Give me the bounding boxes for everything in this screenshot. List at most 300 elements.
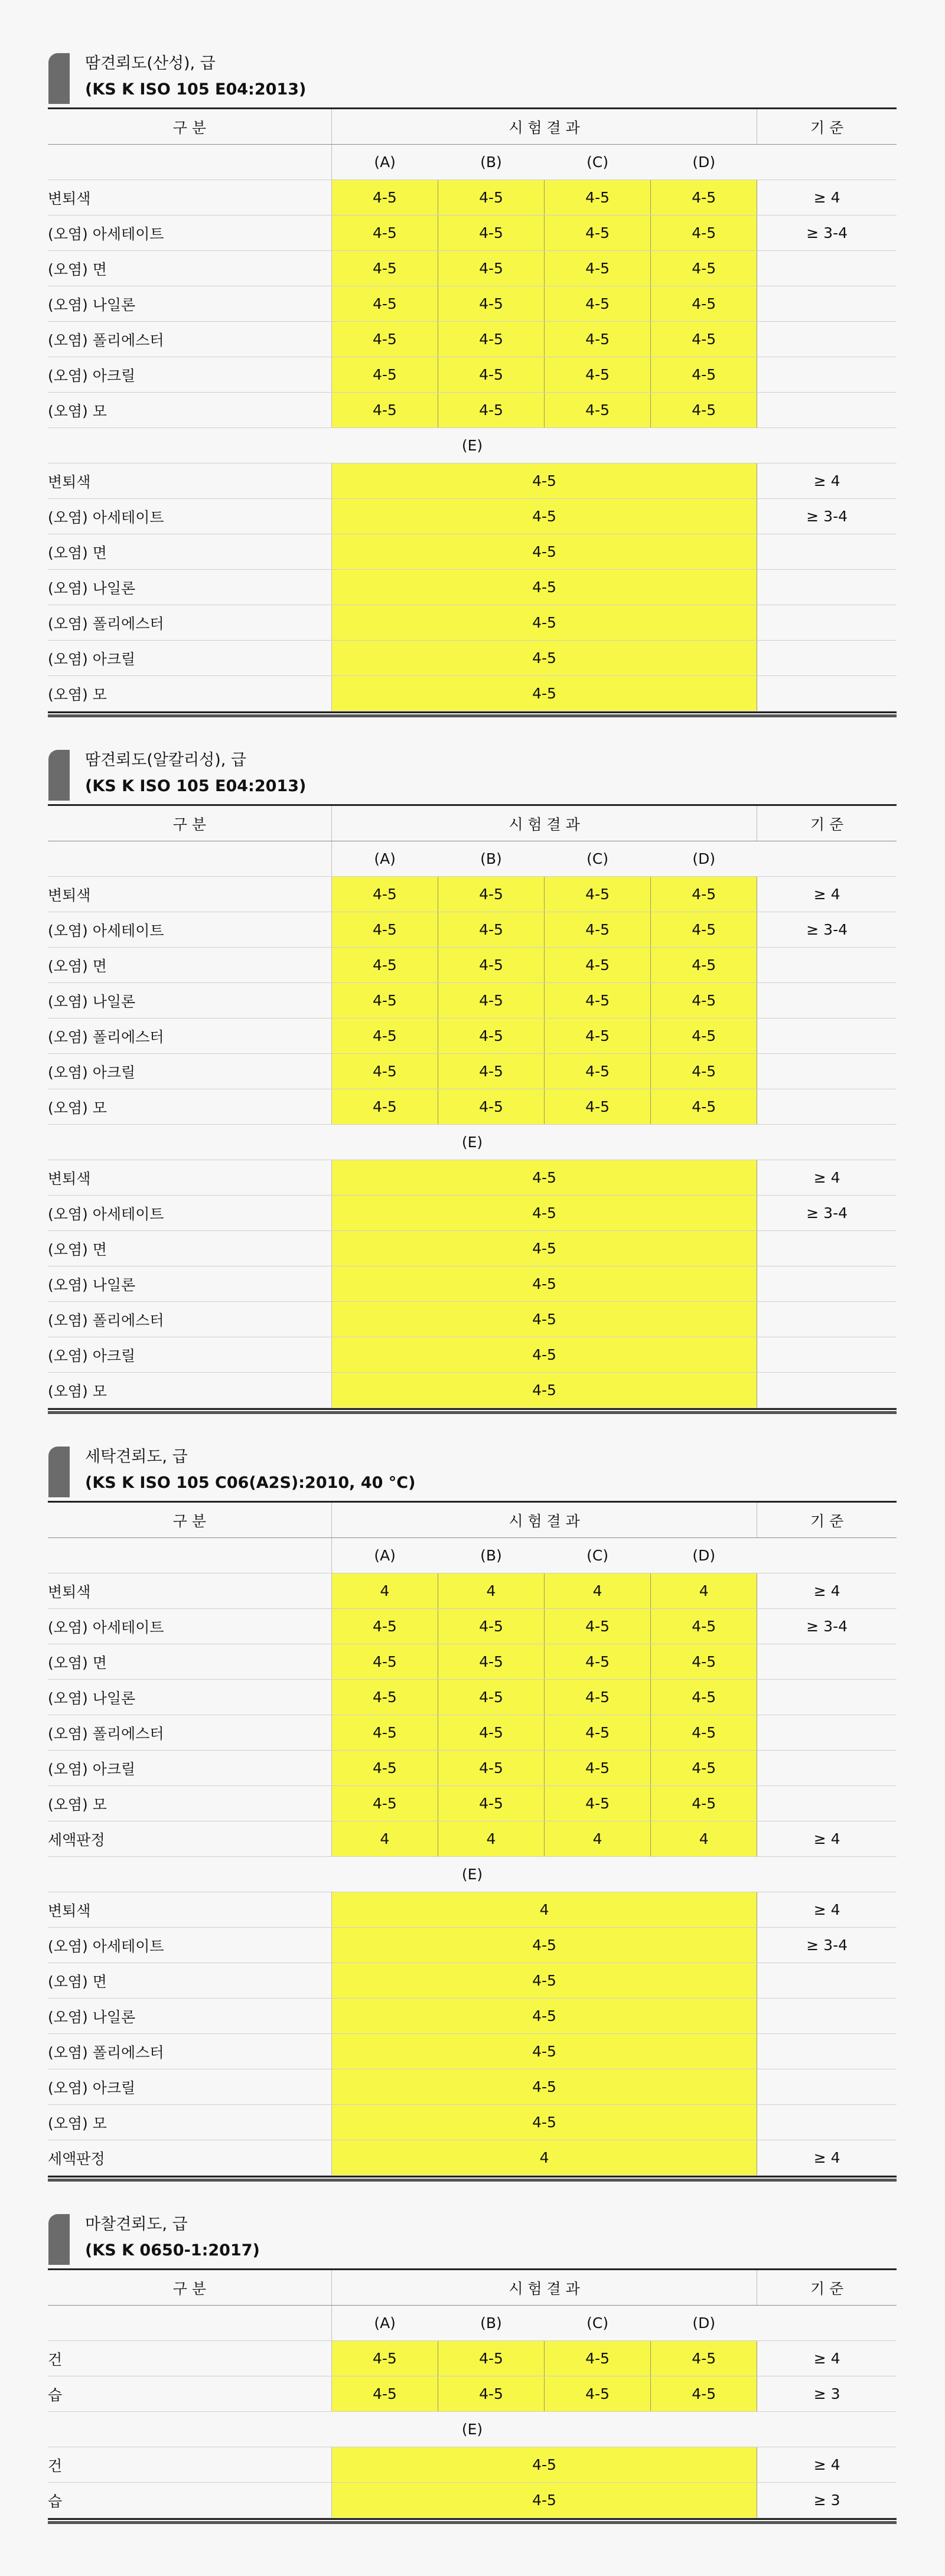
table-row — [48, 2034, 897, 2069]
blank-cell — [48, 841, 331, 877]
sample-header: (C) — [545, 2306, 651, 2341]
grade-cell: 4-5 — [438, 2376, 544, 2412]
blank-cell — [757, 841, 897, 877]
row-label: 변퇴색 — [48, 463, 331, 499]
header-result: 시 험 결 과 — [331, 2270, 757, 2306]
grade-cell: 4-5 — [545, 322, 651, 357]
row-label: (오염) 면 — [48, 1231, 331, 1266]
fastness-section — [0, 738, 945, 1414]
grade-cell: 4 — [331, 1821, 438, 1857]
grade-cell: 4-5 — [651, 1018, 757, 1054]
grade-cell: 4-5 — [438, 251, 544, 286]
table-header-row — [48, 1502, 897, 1538]
blank-cell — [48, 145, 331, 180]
standard-cell: ≥ 4 — [757, 1892, 897, 1928]
grade-cell: 4 — [331, 1892, 757, 1928]
grade-cell: 4-5 — [331, 1018, 438, 1054]
standard-cell — [757, 948, 897, 983]
standard-cell — [757, 676, 897, 711]
grade-cell: 4-5 — [651, 251, 757, 286]
sample-header: (A) — [331, 841, 438, 877]
grade-cell: 4-5 — [331, 1928, 757, 1963]
table-row — [48, 1786, 897, 1821]
table-row — [48, 463, 897, 499]
section-divider — [48, 1408, 897, 1414]
table-row — [48, 912, 897, 948]
grade-cell: 4-5 — [331, 1337, 757, 1373]
grade-cell: 4-5 — [651, 1054, 757, 1089]
grade-cell: 4 — [545, 1573, 651, 1609]
combined-sample-label: (E) — [48, 1857, 897, 1892]
standard-cell — [757, 570, 897, 605]
section-marker-bar — [48, 750, 70, 801]
section-header — [0, 41, 945, 107]
standard-cell: ≥ 4 — [757, 1821, 897, 1857]
row-label: (오염) 나일론 — [48, 1680, 331, 1715]
grade-cell: 4-5 — [331, 1373, 757, 1408]
fastness-section — [0, 2202, 945, 2524]
row-label: (오염) 아크릴 — [48, 2069, 331, 2105]
standard-cell: ≥ 4 — [757, 2447, 897, 2483]
grade-cell: 4-5 — [331, 1644, 438, 1680]
grade-cell: 4-5 — [545, 1680, 651, 1715]
grade-cell: 4-5 — [331, 286, 438, 322]
grade-cell: 4-5 — [331, 499, 757, 534]
grade-cell: 4-5 — [438, 180, 544, 216]
grade-cell: 4 — [545, 1821, 651, 1857]
grade-cell: 4-5 — [331, 1715, 438, 1751]
grade-cell: 4-5 — [545, 877, 651, 912]
grade-cell: 4-5 — [651, 216, 757, 251]
row-label: 세액판정 — [48, 2140, 331, 2176]
grade-cell: 4-5 — [651, 1715, 757, 1751]
table-row — [48, 216, 897, 251]
grade-cell: 4-5 — [331, 1196, 757, 1231]
section-header — [0, 738, 945, 804]
grade-cell: 4-5 — [438, 1089, 544, 1125]
row-label: (오염) 면 — [48, 534, 331, 570]
grade-cell: 4-5 — [545, 1089, 651, 1125]
blank-cell — [757, 1538, 897, 1573]
standard-cell — [757, 1751, 897, 1786]
grade-cell: 4-5 — [545, 1715, 651, 1751]
table-row — [48, 251, 897, 286]
table-row — [48, 2376, 897, 2412]
grade-cell: 4-5 — [545, 1786, 651, 1821]
table-header-row — [48, 2270, 897, 2306]
row-label: (오염) 면 — [48, 1963, 331, 1999]
grade-cell: 4-5 — [331, 2034, 757, 2069]
header-label: 구 분 — [48, 2270, 331, 2306]
row-label: 변퇴색 — [48, 1160, 331, 1196]
grade-cell: 4-5 — [331, 912, 438, 948]
grade-cell: 4-5 — [651, 2376, 757, 2412]
grade-cell: 4-5 — [331, 322, 438, 357]
standard-cell — [757, 641, 897, 676]
section-divider — [48, 2176, 897, 2182]
row-label: 건 — [48, 2341, 331, 2376]
section-header — [0, 2202, 945, 2268]
grade-cell: 4-5 — [438, 1644, 544, 1680]
grade-cell: 4 — [438, 1573, 544, 1609]
table-row — [48, 1231, 897, 1266]
sample-header: (D) — [651, 145, 757, 180]
row-label: (오염) 아세테이트 — [48, 1928, 331, 1963]
grade-cell: 4-5 — [651, 1609, 757, 1644]
sample-header-row — [48, 2306, 897, 2341]
table-header-row — [48, 109, 897, 145]
header-standard: 기 준 — [757, 805, 897, 841]
grade-cell: 4-5 — [651, 948, 757, 983]
table-row — [48, 1573, 897, 1609]
grade-cell: 4-5 — [331, 180, 438, 216]
combined-sample-row — [48, 1857, 897, 1892]
blank-cell — [757, 2306, 897, 2341]
row-label: (오염) 면 — [48, 948, 331, 983]
table-row — [48, 1373, 897, 1408]
grade-cell: 4-5 — [331, 2447, 757, 2483]
standard-cell: ≥ 4 — [757, 463, 897, 499]
standard-cell — [757, 983, 897, 1018]
grade-cell: 4-5 — [545, 357, 651, 393]
grade-cell: 4-5 — [331, 948, 438, 983]
row-label: (오염) 나일론 — [48, 570, 331, 605]
grade-cell: 4-5 — [651, 1751, 757, 1786]
grade-cell: 4-5 — [331, 570, 757, 605]
table-row — [48, 1928, 897, 1963]
standard-cell: ≥ 3-4 — [757, 1609, 897, 1644]
header-result: 시 험 결 과 — [331, 805, 757, 841]
table-row — [48, 393, 897, 428]
grade-cell: 4-5 — [438, 393, 544, 428]
row-label: (오염) 폴리에스터 — [48, 1715, 331, 1751]
table-row — [48, 1715, 897, 1751]
grade-cell: 4-5 — [545, 1054, 651, 1089]
row-label: 변퇴색 — [48, 1892, 331, 1928]
row-label: (오염) 폴리에스터 — [48, 1018, 331, 1054]
standard-cell — [757, 1337, 897, 1373]
standard-cell: ≥ 3 — [757, 2483, 897, 2518]
grade-cell: 4-5 — [331, 983, 438, 1018]
standard-cell: ≥ 3-4 — [757, 912, 897, 948]
grade-cell: 4-5 — [438, 983, 544, 1018]
table-row — [48, 180, 897, 216]
standard-cell: ≥ 3 — [757, 2376, 897, 2412]
results-table — [48, 804, 897, 1408]
sample-header: (C) — [545, 1538, 651, 1573]
grade-cell: 4-5 — [438, 286, 544, 322]
header-label: 구 분 — [48, 805, 331, 841]
grade-cell: 4-5 — [331, 1160, 757, 1196]
combined-sample-label: (E) — [48, 428, 897, 463]
sample-header-row — [48, 841, 897, 877]
standard-cell — [757, 2069, 897, 2105]
sample-header: (D) — [651, 1538, 757, 1573]
header-standard: 기 준 — [757, 1502, 897, 1538]
standard-cell — [757, 1644, 897, 1680]
row-label: (오염) 폴리에스터 — [48, 2034, 331, 2069]
grade-cell: 4-5 — [651, 393, 757, 428]
grade-cell: 4-5 — [331, 2376, 438, 2412]
grade-cell: 4-5 — [331, 1266, 757, 1302]
table-row — [48, 2140, 897, 2176]
header-standard: 기 준 — [757, 109, 897, 145]
grade-cell: 4-5 — [438, 1786, 544, 1821]
grade-cell: 4-5 — [545, 912, 651, 948]
row-label: (오염) 모 — [48, 1786, 331, 1821]
standard-cell — [757, 357, 897, 393]
grade-cell: 4-5 — [438, 877, 544, 912]
blank-cell — [757, 145, 897, 180]
standard-cell: ≥ 4 — [757, 1573, 897, 1609]
table-row — [48, 1054, 897, 1089]
grade-cell: 4-5 — [331, 357, 438, 393]
standard-cell — [757, 2105, 897, 2140]
header-result: 시 험 결 과 — [331, 109, 757, 145]
grade-cell: 4-5 — [545, 180, 651, 216]
standard-cell: ≥ 4 — [757, 2140, 897, 2176]
header-result: 시 험 결 과 — [331, 1502, 757, 1538]
section-header — [0, 1435, 945, 1501]
section-standard: (KS K ISO 105 E04:2013) — [85, 777, 307, 795]
row-label: 변퇴색 — [48, 180, 331, 216]
grade-cell: 4-5 — [545, 983, 651, 1018]
row-label: 습 — [48, 2376, 331, 2412]
grade-cell: 4-5 — [651, 322, 757, 357]
grade-cell: 4-5 — [331, 1609, 438, 1644]
grade-cell: 4-5 — [651, 357, 757, 393]
standard-cell: ≥ 4 — [757, 1160, 897, 1196]
grade-cell: 4-5 — [651, 1644, 757, 1680]
combined-sample-row — [48, 2412, 897, 2447]
grade-cell: 4-5 — [651, 983, 757, 1018]
grade-cell: 4-5 — [651, 1089, 757, 1125]
row-label: (오염) 아세테이트 — [48, 1196, 331, 1231]
grade-cell: 4-5 — [331, 463, 757, 499]
combined-sample-row — [48, 1125, 897, 1160]
row-label: (오염) 아세테이트 — [48, 1609, 331, 1644]
table-row — [48, 1266, 897, 1302]
standard-cell — [757, 1715, 897, 1751]
grade-cell: 4-5 — [651, 1786, 757, 1821]
table-row — [48, 2069, 897, 2105]
sample-header: (B) — [438, 145, 544, 180]
standard-cell — [757, 1089, 897, 1125]
row-label: (오염) 모 — [48, 393, 331, 428]
grade-cell: 4-5 — [438, 357, 544, 393]
sample-header-row — [48, 1538, 897, 1573]
section-divider — [48, 711, 897, 717]
results-table — [48, 2268, 897, 2518]
row-label: (오염) 모 — [48, 2105, 331, 2140]
results-table — [48, 1501, 897, 2176]
grade-cell: 4-5 — [331, 1680, 438, 1715]
grade-cell: 4-5 — [438, 2341, 544, 2376]
header-label: 구 분 — [48, 109, 331, 145]
grade-cell: 4 — [651, 1573, 757, 1609]
table-row — [48, 1196, 897, 1231]
combined-sample-row — [48, 428, 897, 463]
standard-cell — [757, 1231, 897, 1266]
row-label: (오염) 아크릴 — [48, 357, 331, 393]
standard-cell: ≥ 4 — [757, 877, 897, 912]
combined-sample-label: (E) — [48, 2412, 897, 2447]
grade-cell: 4-5 — [331, 2105, 757, 2140]
row-label: (오염) 나일론 — [48, 1999, 331, 2034]
grade-cell: 4-5 — [331, 2341, 438, 2376]
grade-cell: 4-5 — [438, 948, 544, 983]
section-marker-bar — [48, 1447, 70, 1497]
standard-cell — [757, 605, 897, 641]
grade-cell: 4 — [438, 1821, 544, 1857]
row-label: (오염) 아크릴 — [48, 1751, 331, 1786]
results-table — [48, 107, 897, 711]
grade-cell: 4-5 — [545, 393, 651, 428]
grade-cell: 4-5 — [651, 286, 757, 322]
table-row — [48, 357, 897, 393]
table-row — [48, 286, 897, 322]
grade-cell: 4-5 — [545, 2341, 651, 2376]
grade-cell: 4-5 — [331, 1786, 438, 1821]
standard-cell — [757, 286, 897, 322]
standard-cell: ≥ 4 — [757, 2341, 897, 2376]
standard-cell — [757, 1999, 897, 2034]
grade-cell: 4-5 — [438, 216, 544, 251]
table-row — [48, 570, 897, 605]
table-row — [48, 948, 897, 983]
section-divider — [48, 2518, 897, 2524]
sample-header: (B) — [438, 1538, 544, 1573]
grade-cell: 4-5 — [331, 251, 438, 286]
grade-cell: 4 — [331, 2140, 757, 2176]
sample-header: (A) — [331, 145, 438, 180]
table-header-row — [48, 805, 897, 841]
table-row — [48, 1302, 897, 1337]
table-row — [48, 641, 897, 676]
section-title: 세탁견뢰도, 급 — [85, 1448, 188, 1466]
row-label: (오염) 나일론 — [48, 286, 331, 322]
section-standard: (KS K 0650-1:2017) — [85, 2241, 260, 2260]
table-row — [48, 1089, 897, 1125]
grade-cell: 4-5 — [438, 912, 544, 948]
table-row — [48, 1892, 897, 1928]
grade-cell: 4-5 — [331, 2069, 757, 2105]
row-label: (오염) 나일론 — [48, 983, 331, 1018]
row-label: (오염) 면 — [48, 251, 331, 286]
grade-cell: 4-5 — [651, 2341, 757, 2376]
standard-cell — [757, 1054, 897, 1089]
sample-header: (A) — [331, 1538, 438, 1573]
grade-cell: 4-5 — [331, 1751, 438, 1786]
standard-cell — [757, 534, 897, 570]
row-label: (오염) 아세테이트 — [48, 912, 331, 948]
sample-header: (B) — [438, 2306, 544, 2341]
grade-cell: 4-5 — [651, 877, 757, 912]
grade-cell: 4-5 — [331, 605, 757, 641]
section-standard: (KS K ISO 105 E04:2013) — [85, 80, 307, 99]
row-label: (오염) 아크릴 — [48, 1054, 331, 1089]
standard-cell — [757, 1786, 897, 1821]
grade-cell: 4 — [651, 1821, 757, 1857]
table-row — [48, 1963, 897, 1999]
sample-header-row — [48, 145, 897, 180]
standard-cell: ≥ 3-4 — [757, 1928, 897, 1963]
combined-sample-label: (E) — [48, 1125, 897, 1160]
standard-cell — [757, 393, 897, 428]
standard-cell — [757, 1266, 897, 1302]
grade-cell: 4-5 — [438, 1715, 544, 1751]
table-row — [48, 983, 897, 1018]
sample-header: (D) — [651, 841, 757, 877]
table-row — [48, 1999, 897, 2034]
table-row — [48, 676, 897, 711]
row-label: (오염) 나일론 — [48, 1266, 331, 1302]
grade-cell: 4-5 — [331, 1231, 757, 1266]
grade-cell: 4-5 — [438, 1680, 544, 1715]
standard-cell — [757, 1963, 897, 1999]
grade-cell: 4-5 — [331, 1999, 757, 2034]
grade-cell: 4-5 — [545, 1609, 651, 1644]
row-label: (오염) 아크릴 — [48, 641, 331, 676]
sample-header: (D) — [651, 2306, 757, 2341]
header-label: 구 분 — [48, 1502, 331, 1538]
sample-header: (C) — [545, 145, 651, 180]
row-label: (오염) 아세테이트 — [48, 499, 331, 534]
grade-cell: 4-5 — [331, 393, 438, 428]
grade-cell: 4-5 — [438, 1054, 544, 1089]
row-label: 변퇴색 — [48, 877, 331, 912]
table-row — [48, 499, 897, 534]
section-title: 땀견뢰도(알칼리성), 급 — [85, 751, 246, 769]
table-row — [48, 2447, 897, 2483]
table-row — [48, 1680, 897, 1715]
grade-cell: 4-5 — [545, 1644, 651, 1680]
grade-cell: 4-5 — [545, 251, 651, 286]
section-title: 땀견뢰도(산성), 급 — [85, 54, 216, 73]
grade-cell: 4-5 — [438, 322, 544, 357]
grade-cell: 4-5 — [331, 216, 438, 251]
grade-cell: 4-5 — [545, 286, 651, 322]
table-row — [48, 1160, 897, 1196]
grade-cell: 4-5 — [545, 2376, 651, 2412]
grade-cell: 4 — [331, 1573, 438, 1609]
sample-header: (B) — [438, 841, 544, 877]
standard-cell — [757, 1018, 897, 1054]
grade-cell: 4-5 — [545, 1751, 651, 1786]
blank-cell — [48, 2306, 331, 2341]
grade-cell: 4-5 — [331, 1089, 438, 1125]
row-label: (오염) 폴리에스터 — [48, 605, 331, 641]
grade-cell: 4-5 — [438, 1751, 544, 1786]
grade-cell: 4-5 — [331, 676, 757, 711]
grade-cell: 4-5 — [651, 1680, 757, 1715]
standard-cell — [757, 322, 897, 357]
table-row — [48, 1821, 897, 1857]
section-title: 마찰견뢰도, 급 — [85, 2215, 188, 2234]
section-marker-bar — [48, 53, 70, 104]
table-row — [48, 2341, 897, 2376]
row-label: (오염) 폴리에스터 — [48, 1302, 331, 1337]
row-label: (오염) 모 — [48, 1373, 331, 1408]
standard-cell: ≥ 3-4 — [757, 216, 897, 251]
grade-cell: 4-5 — [651, 180, 757, 216]
grade-cell: 4-5 — [331, 877, 438, 912]
table-row — [48, 1337, 897, 1373]
grade-cell: 4-5 — [331, 1302, 757, 1337]
standard-cell — [757, 1680, 897, 1715]
row-label: (오염) 모 — [48, 676, 331, 711]
row-label: (오염) 아크릴 — [48, 1337, 331, 1373]
